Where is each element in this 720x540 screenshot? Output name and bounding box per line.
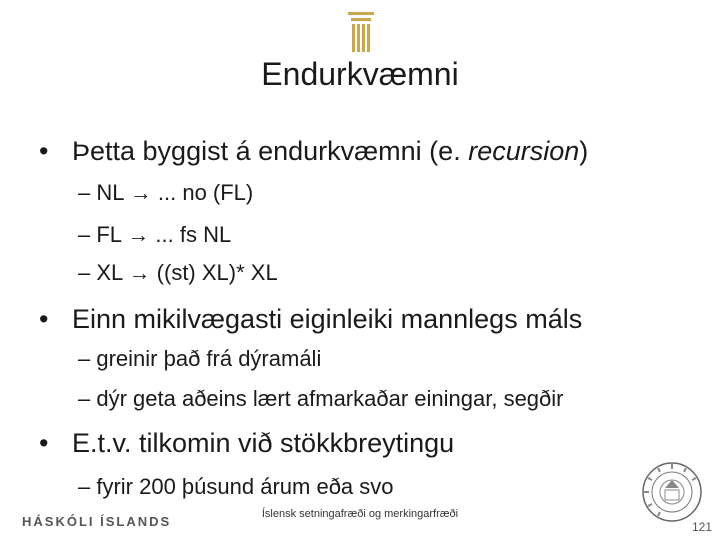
bullet-1-emphasis: recursion — [468, 136, 580, 166]
university-seal-icon — [638, 460, 716, 524]
bullet-1 — [39, 136, 589, 167]
bullet-2-text: Einn mikilvægasti eiginleiki mannlegs máls — [72, 304, 583, 334]
bullet-1-text: Þetta byggist á endurkvæmni (e. — [72, 136, 469, 166]
sub-bullet: – greinir það frá dýramáli — [78, 346, 322, 371]
sub-bullet: – fyrir 200 þúsund árum eða svo — [78, 474, 394, 499]
bullet-dot: • — [39, 428, 49, 458]
sub-bullet: – NL → ... no (FL) — [78, 180, 254, 205]
sub-bullet: – XL → ((st) XL)* XL — [78, 260, 278, 285]
bullet-3 — [39, 428, 455, 459]
page-number: 121 — [692, 520, 713, 534]
footer-course-title: Íslensk setningafræði og merkingarfræði — [261, 508, 459, 520]
bullet-dot: • — [39, 304, 49, 334]
sub-bullet: – dýr geta aðeins lært afmarkaðar einingar, segðir — [78, 386, 564, 411]
bullet-1-text-end: ) — [579, 136, 589, 166]
sub-bullet: – FL → ... fs NL — [78, 222, 232, 247]
bullet-dot: • — [39, 136, 49, 166]
slide-title: Endurkvæmni — [261, 56, 459, 92]
bullet-2 — [39, 304, 583, 335]
bullet-3-text: E.t.v. tilkomin við stökkbreytingu — [72, 428, 455, 458]
footer-brand: HÁSKÓLI ÍSLANDS — [22, 514, 172, 529]
